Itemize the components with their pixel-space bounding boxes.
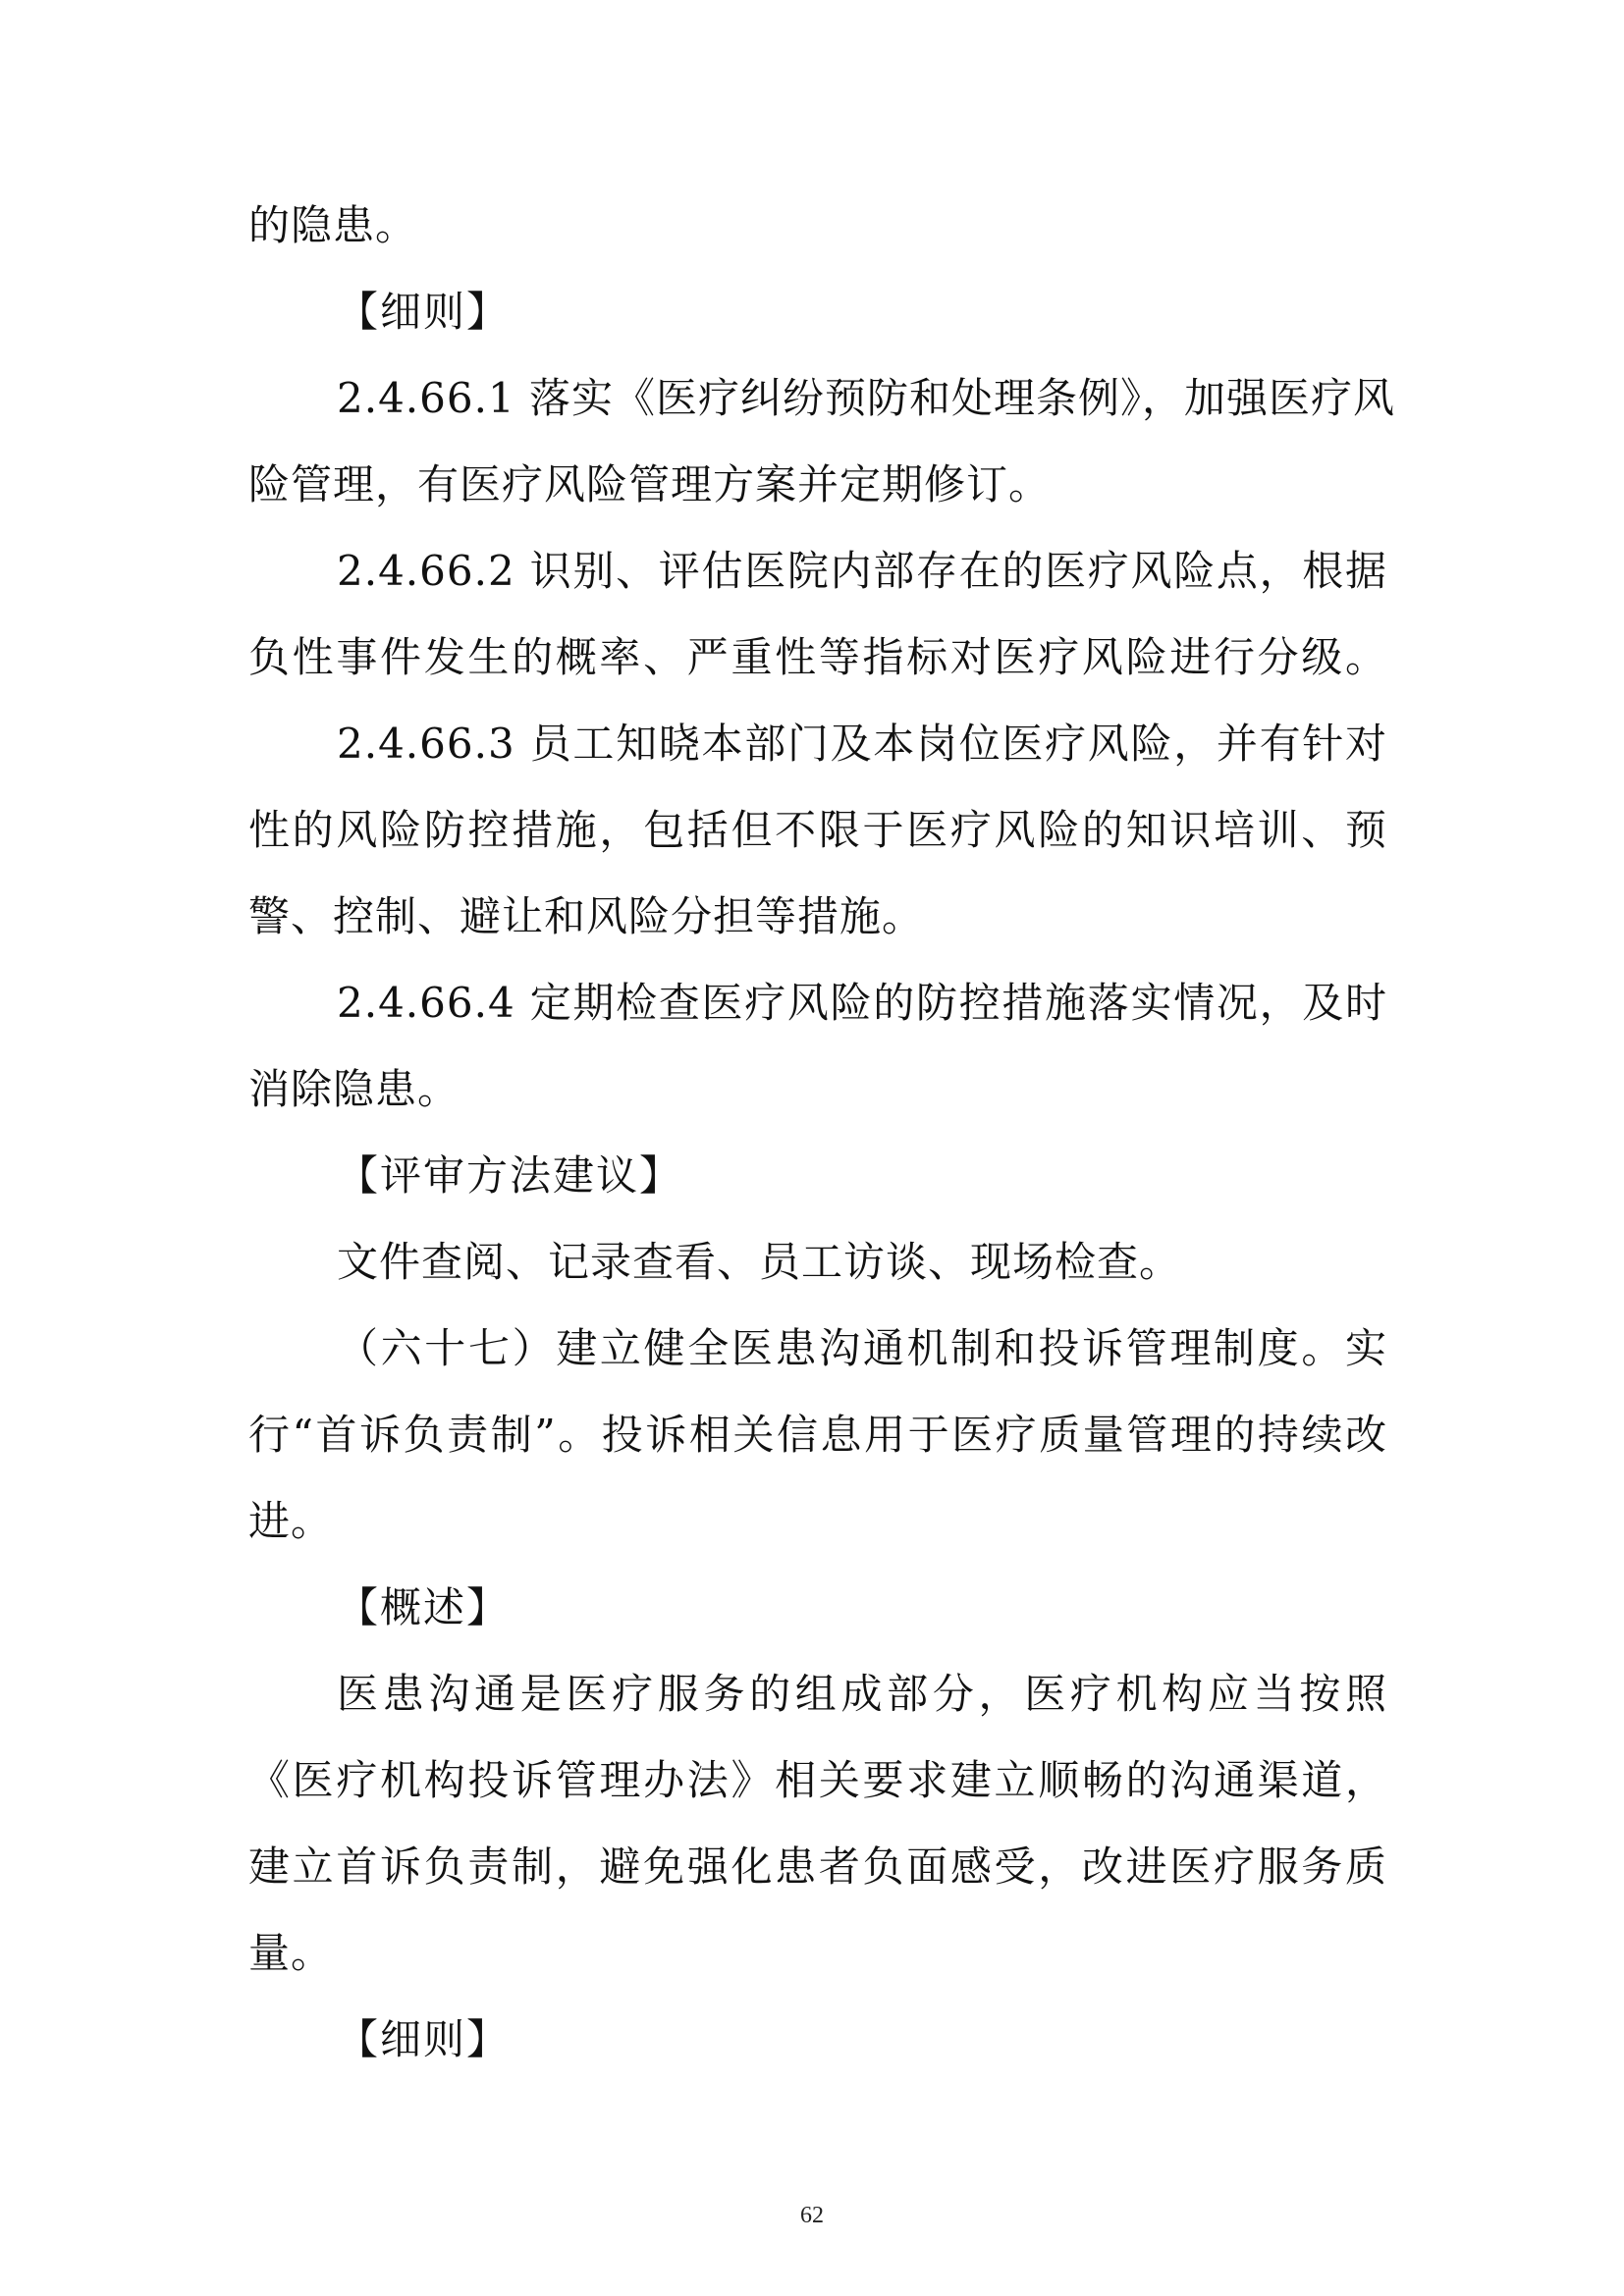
section-heading-overview: 【概述】 <box>337 1583 511 1631</box>
rule-2-4-66-3-line-2: 性的风险防控措施，包括但不限于医疗风险的知识培训、预 <box>248 806 1387 854</box>
section-heading-rules: 【细则】 <box>337 288 511 336</box>
rule-2-4-66-4-line-2: 消除隐患。 <box>248 1065 460 1113</box>
overview-line-2: 《医疗机构投诉管理办法》相关要求建立顺畅的沟通渠道， <box>248 1756 1387 1804</box>
article-67-line-2: 行“首诉负责制”。投诉相关信息用于医疗质量管理的持续改 <box>248 1411 1387 1459</box>
page-number: 62 <box>800 2203 824 2228</box>
article-67-line-1: （六十七）建立健全医患沟通机制和投诉管理制度。实 <box>337 1324 1387 1372</box>
review-methods-text: 文件查阅、记录查看、员工访谈、现场检查。 <box>337 1238 1182 1286</box>
article-67-line-3: 进。 <box>248 1497 334 1545</box>
rule-2-4-66-2-line-2: 负性事件发生的概率、严重性等指标对医疗风险进行分级。 <box>248 633 1387 681</box>
overview-line-3: 建立首诉负责制，避免强化患者负面感受，改进医疗服务质 <box>248 1842 1387 1891</box>
section-heading-review-methods: 【评审方法建议】 <box>337 1151 683 1200</box>
rule-2-4-66-3-line-3: 警、控制、避让和风险分担等措施。 <box>248 892 925 940</box>
section-heading-rules-2: 【细则】 <box>337 2015 511 2063</box>
rule-2-4-66-2-line-1: 2.4.66.2 识别、评估医院内部存在的医疗风险点，根据 <box>337 547 1387 595</box>
rule-2-4-66-4-line-1: 2.4.66.4 定期检查医疗风险的防控措施落实情况，及时 <box>337 979 1387 1027</box>
overview-line-4: 量。 <box>248 1929 334 1977</box>
rule-2-4-66-1-line-2: 险管理，有医疗风险管理方案并定期修订。 <box>248 460 1052 508</box>
text-line-continuation: 的隐患。 <box>248 201 418 249</box>
rule-2-4-66-1-line-1: 2.4.66.1 落实《医疗纠纷预防和处理条例》，加强医疗风 <box>337 374 1396 422</box>
overview-line-1: 医患沟通是医疗服务的组成部分，医疗机构应当按照 <box>337 1670 1387 1718</box>
rule-2-4-66-3-line-1: 2.4.66.3 员工知晓本部门及本岗位医疗风险，并有针对 <box>337 720 1387 768</box>
